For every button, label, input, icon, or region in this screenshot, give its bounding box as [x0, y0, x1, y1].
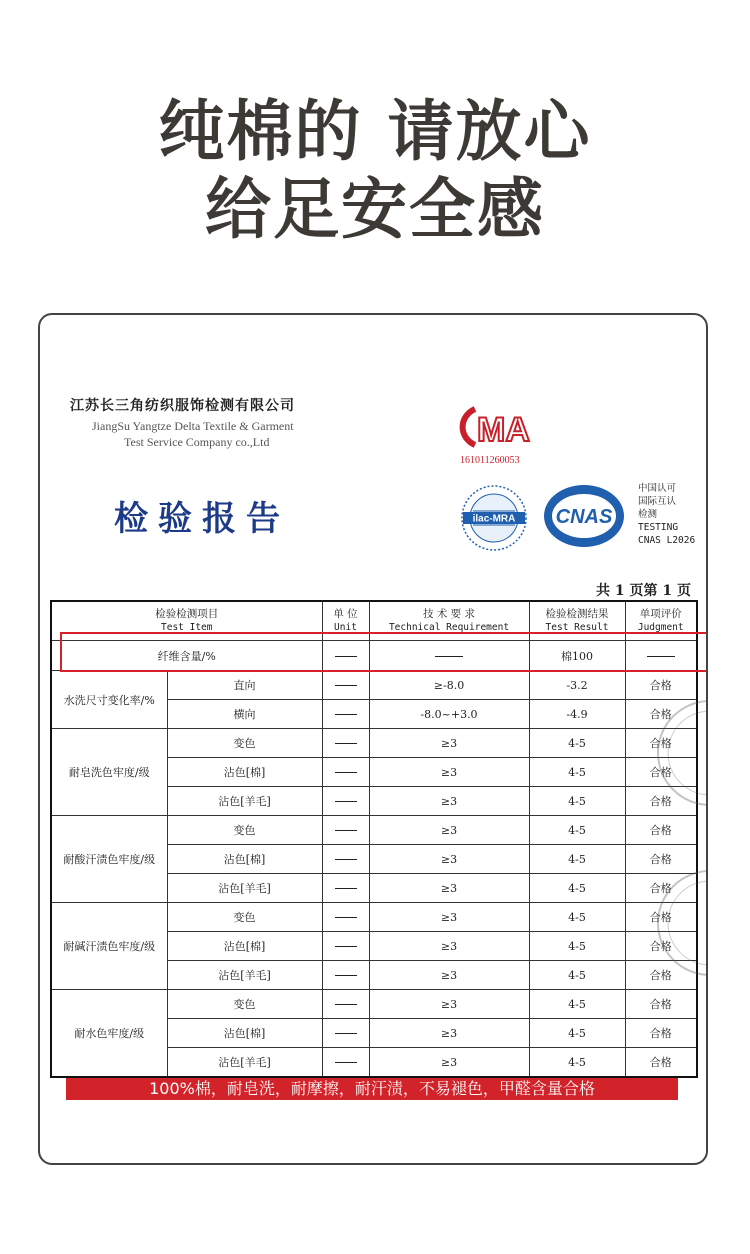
- headline-line-1: 纯棉的 请放心: [158, 93, 592, 170]
- requirement-cell: ≥3: [369, 787, 529, 816]
- test-category-cell: 耐皂洗色牢度/级: [51, 729, 167, 816]
- test-category-cell: 耐碱汗渍色牢度/级: [51, 903, 167, 990]
- judgment-cell: 合格: [625, 845, 697, 874]
- judgment-cell: 合格: [625, 903, 697, 932]
- result-cell: 4-5: [529, 845, 625, 874]
- table-header-row: [51, 601, 697, 641]
- requirement-cell: ≥3: [369, 729, 529, 758]
- requirement-cell: ≥3: [369, 758, 529, 787]
- result-cell: 4-5: [529, 932, 625, 961]
- table-row: [51, 816, 697, 845]
- unit-cell: [322, 671, 369, 700]
- sub-item-cell: 变色: [167, 729, 322, 758]
- sub-item-cell: 沾色[棉]: [167, 758, 322, 787]
- company-name-en-line-1: JiangSu Yangtze Delta Textile & Garment: [92, 419, 294, 433]
- sub-item-cell: 沾色[棉]: [167, 1019, 322, 1048]
- table-row-fiber-content: [51, 641, 697, 671]
- summary-banner: 100%棉，耐皂洗，耐摩擦，耐汗渍，不易褪色，甲醛含量合格: [66, 1078, 678, 1100]
- requirement-cell: ≥3: [369, 1019, 529, 1048]
- unit-cell: [322, 961, 369, 990]
- table-row: [51, 729, 697, 758]
- column-header-unit: 单 位 Unit: [322, 601, 369, 641]
- unit-cell: [322, 787, 369, 816]
- result-cell: 4-5: [529, 787, 625, 816]
- requirement-cell: ≥3: [369, 874, 529, 903]
- judgment-cell: 合格: [625, 1019, 697, 1048]
- judgment-cell: 合格: [625, 874, 697, 903]
- cma-number: 161011260053: [460, 455, 520, 466]
- result-cell: 4-5: [529, 1048, 625, 1078]
- unit-cell: [322, 816, 369, 845]
- table-row: [51, 903, 697, 932]
- requirement-cell: ≥3: [369, 990, 529, 1019]
- requirement-cell: ≥3: [369, 845, 529, 874]
- table-row: [51, 671, 697, 700]
- requirement-cell: ≥3: [369, 903, 529, 932]
- column-header-result: 检验检测结果 Test Result: [529, 601, 625, 641]
- result-cell: 4-5: [529, 990, 625, 1019]
- judgment-cell: 合格: [625, 787, 697, 816]
- test-category-cell: 耐水色牢度/级: [51, 990, 167, 1078]
- sub-item-cell: 沾色[羊毛]: [167, 1048, 322, 1078]
- result-cell: -3.2: [529, 671, 625, 700]
- judgment-cell: 合格: [625, 758, 697, 787]
- cnas-logo-icon: [542, 483, 626, 549]
- judgment-cell: 合格: [625, 729, 697, 758]
- unit-cell: [322, 641, 369, 671]
- unit-cell: [322, 990, 369, 1019]
- column-header-judgment: 单项评价 Judgment: [625, 601, 697, 641]
- requirement-cell: [369, 641, 529, 671]
- column-header-requirement: 技 术 要 求 Technical Requirement: [369, 601, 529, 641]
- cnas-accreditation-text: 中国认可 国际互认 检测 TESTING CNAS L2026: [638, 483, 696, 546]
- requirement-cell: ≥-8.0: [369, 671, 529, 700]
- test-category-cell: 耐酸汗渍色牢度/级: [51, 816, 167, 903]
- unit-cell: [322, 729, 369, 758]
- judgment-cell: 合格: [625, 961, 697, 990]
- unit-cell: [322, 903, 369, 932]
- report-table: [50, 600, 698, 1078]
- result-cell: 4-5: [529, 1019, 625, 1048]
- unit-cell: [322, 1019, 369, 1048]
- unit-cell: [322, 845, 369, 874]
- ilac-mra-logo-icon: [457, 483, 531, 553]
- sub-item-cell: 沾色[羊毛]: [167, 787, 322, 816]
- sub-item-cell: 沾色[棉]: [167, 932, 322, 961]
- judgment-cell: 合格: [625, 816, 697, 845]
- result-cell: 4-5: [529, 903, 625, 932]
- requirement-cell: ≥3: [369, 932, 529, 961]
- result-cell: 棉100: [529, 641, 625, 671]
- requirement-cell: ≥3: [369, 816, 529, 845]
- fiber-item-cell: 纤维含量/%: [51, 641, 322, 671]
- sub-item-cell: 横向: [167, 700, 322, 729]
- svg-text:CNAS: CNAS: [555, 506, 613, 528]
- unit-cell: [322, 700, 369, 729]
- judgment-cell: 合格: [625, 932, 697, 961]
- judgment-cell: [625, 641, 697, 671]
- sub-item-cell: 变色: [167, 990, 322, 1019]
- result-cell: 4-5: [529, 729, 625, 758]
- unit-cell: [322, 874, 369, 903]
- result-cell: -4.9: [529, 700, 625, 729]
- judgment-cell: 合格: [625, 700, 697, 729]
- judgment-cell: 合格: [625, 990, 697, 1019]
- report-title: 检验报告: [114, 499, 290, 539]
- svg-text:ilac-MRA: ilac-MRA: [472, 513, 516, 525]
- sub-item-cell: 沾色[棉]: [167, 845, 322, 874]
- unit-cell: [322, 1048, 369, 1078]
- unit-cell: [322, 932, 369, 961]
- test-category-cell: 水洗尺寸变化率/%: [51, 671, 167, 729]
- result-cell: 4-5: [529, 961, 625, 990]
- judgment-cell: 合格: [625, 1048, 697, 1078]
- requirement-cell: -8.0~+3.0: [369, 700, 529, 729]
- result-cell: 4-5: [529, 874, 625, 903]
- sub-item-cell: 直向: [167, 671, 322, 700]
- page-count: 共 1 页第 1 页: [596, 583, 691, 599]
- headline-line-2: 给足安全感: [205, 171, 545, 248]
- test-report-card: [38, 313, 708, 1165]
- result-cell: 4-5: [529, 816, 625, 845]
- requirement-cell: ≥3: [369, 1048, 529, 1078]
- requirement-cell: ≥3: [369, 961, 529, 990]
- cma-logo-icon: [455, 403, 547, 451]
- svg-text:MA: MA: [477, 411, 530, 449]
- sub-item-cell: 沾色[羊毛]: [167, 961, 322, 990]
- company-name-cn: 江苏长三角纺织服饰检测有限公司: [70, 398, 295, 414]
- unit-cell: [322, 758, 369, 787]
- table-row: [51, 990, 697, 1019]
- sub-item-cell: 变色: [167, 816, 322, 845]
- judgment-cell: 合格: [625, 671, 697, 700]
- sub-item-cell: 变色: [167, 903, 322, 932]
- column-header-item: 检验检测项目 Test Item: [51, 601, 322, 641]
- sub-item-cell: 沾色[羊毛]: [167, 874, 322, 903]
- company-name-en-line-2: Test Service Company co.,Ltd: [124, 435, 270, 449]
- result-cell: 4-5: [529, 758, 625, 787]
